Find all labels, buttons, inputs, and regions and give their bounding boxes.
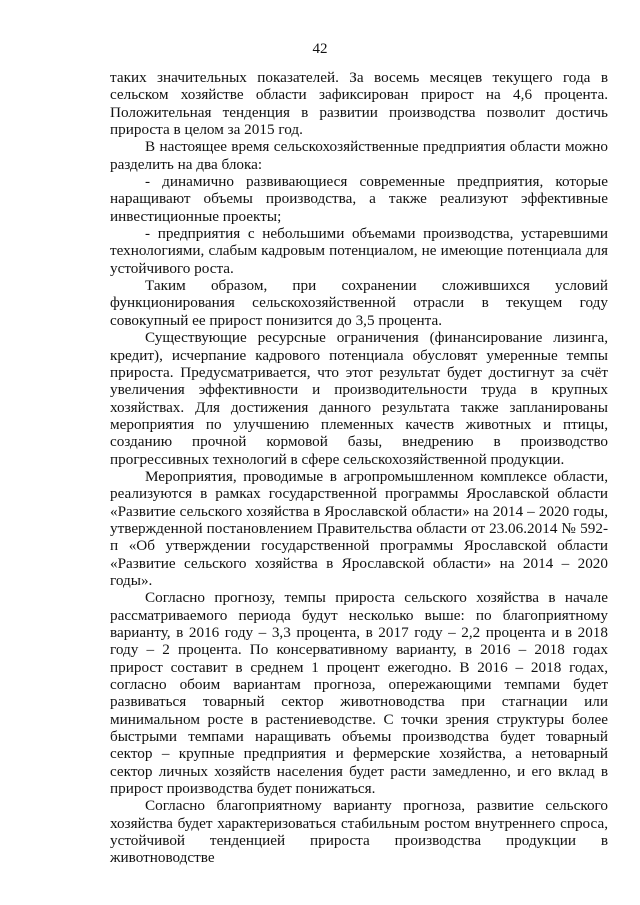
paragraph-favorable-variant: Согласно благоприятному варианту прогноза, развитие сельского хозяйства будет характеризоваться стабильным ростом внутреннего спроса, устойчивой тенденцией прироста производства продукции в животноводстве: [110, 797, 608, 867]
paragraph-continuation: таких значительных показателей. За восемь месяцев текущего года в сельском хозяйстве области зафиксирован прирост на 4,6 процента. Положительная тенденция в развитии производства позволит достичь прироста в целом за 2015 год.: [110, 69, 608, 139]
paragraph-blocks-intro: В настоящее время сельскохозяйственные предприятия области можно разделить на два блока:: [110, 138, 608, 173]
paragraph-list-item-modern: - динамично развивающиеся современные предприятия, которые наращивают объемы производства, а также реализуют эффективные инвестиционные проекты;: [110, 173, 608, 225]
paragraph-list-item-small: - предприятия с небольшими объемами производства, устаревшими технологиями, слабым кадровым потенциалом, не имеющие потенциала для устойчивого роста.: [110, 225, 608, 277]
paragraph-state-program: Мероприятия, проводимые в агропромышленном комплексе области, реализуются в рамках государственной программы Ярославской области «Развитие сельского хозяйства в Ярославской области» на 2014 – 2020 годы, утвержденной постановлением Правительства области от 23.06.2014 № 592-п «Об утверждении государственной программы Ярославской области «Развитие сельского хозяйства в Ярославской области» на 2014 – 2020 годы».: [110, 467, 608, 589]
paragraph-forecast-variants: Согласно прогнозу, темпы прироста сельского хозяйства в начале рассматриваемого периода будут несколько выше: по благоприятному варианту, в 2016 году – 3,3 процента, в 2017 году – 2,2 процента и в 2018 году – 2 процента. По консервативному варианту, в 2016 – 2018 годах прирост составит в среднем 1 процент ежегодно. В 2016 – 2018 годах, согласно обоим вариантам прогноза, опережающими темпами будет развиваться товарный сектор животноводства при стагнации или минимальном росте в растениеводстве. С точки зрения структуры более быстрыми темпами наращивать объемы производства будет товарный сектор – крупные предприятия и фермерские хозяйства, а нетоварный сектор личных хозяйств населения будет расти замедленно, и его вклад в прирост производства будет понижаться.: [110, 589, 608, 798]
body-text: [110, 69, 608, 867]
paragraph-growth-forecast: Таким образом, при сохранении сложившихся условий функционирования сельскохозяйственной отрасли в текущем году совокупный ее прирост понизится до 3,5 процента.: [110, 277, 608, 329]
page-number: 42: [312, 41, 328, 57]
paragraph-resource-constraints: Существующие ресурсные ограничения (финансирование лизинга, кредит), исчерпание кадрового потенциала обусловят умеренные темпы прироста. Предусматривается, что этот результат будет достигнут за счёт увеличения эффективности и производительности труда в крупных хозяйствах. Для достижения данного результата также запланированы мероприятия по улучшению племенных качеств животных и птицы, созданию прочной кормовой базы, внедрению в производство прогрессивных технологий в сфере сельскохозяйственной продукции.: [110, 329, 608, 468]
